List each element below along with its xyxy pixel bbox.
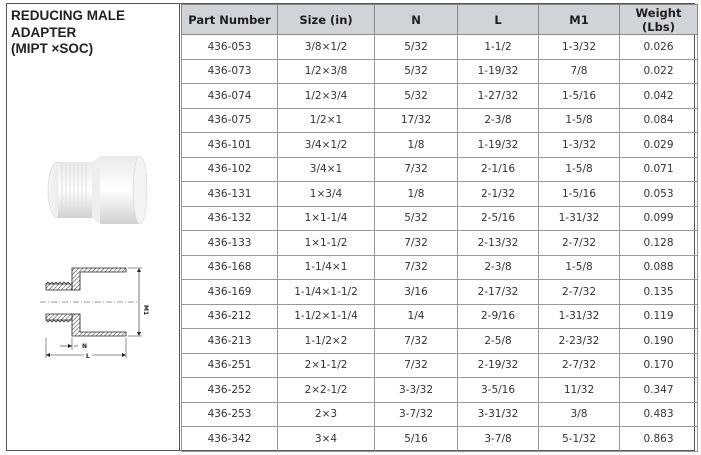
weight-cell: 0.128 [620,231,698,256]
table-row [182,427,698,452]
part-number-cell: 436-213 [182,329,278,354]
n-cell: 5/16 [375,427,458,452]
l-cell: 2-1/16 [458,157,539,182]
weight-cell: 0.119 [620,304,698,329]
table-row [182,255,698,280]
column-header-l: L [458,5,539,35]
m1-cell: 1-3/32 [539,35,620,60]
weight-cell: 0.071 [620,157,698,182]
l-cell: 3-5/16 [458,378,539,403]
m1-cell: 2-7/32 [539,280,620,305]
part-number-cell: 436-074 [182,84,278,109]
weight-cell: 0.026 [620,35,698,60]
l-cell: 2-5/8 [458,329,539,354]
part-number-cell: 436-073 [182,59,278,84]
m1-cell: 5-1/32 [539,427,620,452]
m1-cell: 1-5/8 [539,157,620,182]
m1-cell: 1-5/8 [539,108,620,133]
l-cell: 2-5/16 [458,206,539,231]
table-row [182,280,698,305]
column-header-part-number: Part Number [182,5,278,35]
n-cell: 5/32 [375,35,458,60]
l-cell: 2-17/32 [458,280,539,305]
column-header-n: N [375,5,458,35]
n-cell: 5/32 [375,84,458,109]
n-cell: 1/4 [375,304,458,329]
cross-section-drawing [38,262,156,362]
weight-cell: 0.863 [620,427,698,452]
weight-cell: 0.483 [620,402,698,427]
l-cell: 1-19/32 [458,133,539,158]
weight-cell: 0.022 [620,59,698,84]
weight-cell: 0.029 [620,133,698,158]
n-cell: 1/8 [375,182,458,207]
l-cell: 2-3/8 [458,108,539,133]
n-cell: 17/32 [375,108,458,133]
weight-cell: 0.042 [620,84,698,109]
part-number-cell: 436-053 [182,35,278,60]
product-photo [44,150,154,230]
table-row [182,231,698,256]
n-cell: 5/32 [375,206,458,231]
m1-cell: 1-3/32 [539,133,620,158]
weight-cell: 0.084 [620,108,698,133]
size-cell: 3/4×1/2 [278,133,375,158]
spec-table [181,4,698,452]
table-row [182,304,698,329]
table-body [182,35,698,452]
size-cell: 3/4×1 [278,157,375,182]
m1-cell: 1-5/16 [539,182,620,207]
l-cell: 2-19/32 [458,353,539,378]
m1-cell: 1-31/32 [539,304,620,329]
size-cell: 1/2×1 [278,108,375,133]
size-cell: 3×4 [278,427,375,452]
weight-cell: 0.347 [620,378,698,403]
size-cell: 1×1-1/4 [278,206,375,231]
weight-cell: 0.099 [620,206,698,231]
m1-cell: 2-7/32 [539,353,620,378]
size-cell: 1×1-1/2 [278,231,375,256]
part-number-cell: 436-212 [182,304,278,329]
m1-cell: 2-7/32 [539,231,620,256]
m1-cell: 3/8 [539,402,620,427]
weight-cell: 0.170 [620,353,698,378]
product-title-line: REDUCING MALE [11,8,125,23]
size-cell: 2×2-1/2 [278,378,375,403]
l-cell: 3-31/32 [458,402,539,427]
size-cell: 1/2×3/4 [278,84,375,109]
diagram-label-m1: M1 [142,305,149,316]
table-header-row [182,5,698,35]
n-cell: 7/32 [375,255,458,280]
part-number-cell: 436-132 [182,206,278,231]
n-cell: 3-3/32 [375,378,458,403]
column-header-weight: Weight (Lbs) [620,5,698,35]
n-cell: 7/32 [375,231,458,256]
size-cell: 1-1/4×1-1/2 [278,280,375,305]
n-cell: 7/32 [375,353,458,378]
size-cell: 2×3 [278,402,375,427]
l-cell: 2-3/8 [458,255,539,280]
l-cell: 2-9/16 [458,304,539,329]
table-row [182,329,698,354]
part-number-cell: 436-101 [182,133,278,158]
m1-cell: 7/8 [539,59,620,84]
column-header-size: Size (in) [278,5,375,35]
n-cell: 7/32 [375,329,458,354]
size-cell: 1-1/4×1 [278,255,375,280]
table-row [182,84,698,109]
l-cell: 1-27/32 [458,84,539,109]
product-title [11,8,125,58]
part-number-cell: 436-251 [182,353,278,378]
table-row [182,206,698,231]
l-cell: 2-13/32 [458,231,539,256]
part-number-cell: 436-168 [182,255,278,280]
n-cell: 5/32 [375,59,458,84]
table-row [182,59,698,84]
column-header-m1: M1 [539,5,620,35]
l-cell: 2-1/32 [458,182,539,207]
size-cell: 2×1-1/2 [278,353,375,378]
m1-cell: 11/32 [539,378,620,403]
l-cell: 1-19/32 [458,59,539,84]
part-number-cell: 436-133 [182,231,278,256]
part-number-cell: 436-252 [182,378,278,403]
table-row [182,35,698,60]
size-cell: 1-1/2×1-1/4 [278,304,375,329]
product-title-line: (MIPT ×SOC) [11,41,94,56]
table-row [182,108,698,133]
product-title-line: ADAPTER [11,24,77,40]
l-cell: 1-1/2 [458,35,539,60]
size-cell: 3/8×1/2 [278,35,375,60]
n-cell: 1/8 [375,133,458,158]
size-cell: 1-1/2×2 [278,329,375,354]
diagram-label-l: L [86,353,90,360]
table-row [182,182,698,207]
part-number-cell: 436-102 [182,157,278,182]
table-row [182,353,698,378]
table-row [182,402,698,427]
part-number-cell: 436-169 [182,280,278,305]
panel-divider [179,4,180,450]
m1-cell: 1-31/32 [539,206,620,231]
part-number-cell: 436-131 [182,182,278,207]
part-number-cell: 436-075 [182,108,278,133]
part-number-cell: 436-342 [182,427,278,452]
m1-cell: 2-23/32 [539,329,620,354]
size-cell: 1×3/4 [278,182,375,207]
n-cell: 3/16 [375,280,458,305]
weight-cell: 0.053 [620,182,698,207]
n-cell: 3-7/32 [375,402,458,427]
size-cell: 1/2×3/8 [278,59,375,84]
m1-cell: 1-5/8 [539,255,620,280]
table-row [182,157,698,182]
l-cell: 3-7/8 [458,427,539,452]
table-row [182,133,698,158]
weight-cell: 0.135 [620,280,698,305]
weight-cell: 0.088 [620,255,698,280]
diagram-label-n: N [82,343,88,350]
m1-cell: 1-5/16 [539,84,620,109]
n-cell: 7/32 [375,157,458,182]
table-row [182,378,698,403]
part-number-cell: 436-253 [182,402,278,427]
weight-cell: 0.190 [620,329,698,354]
